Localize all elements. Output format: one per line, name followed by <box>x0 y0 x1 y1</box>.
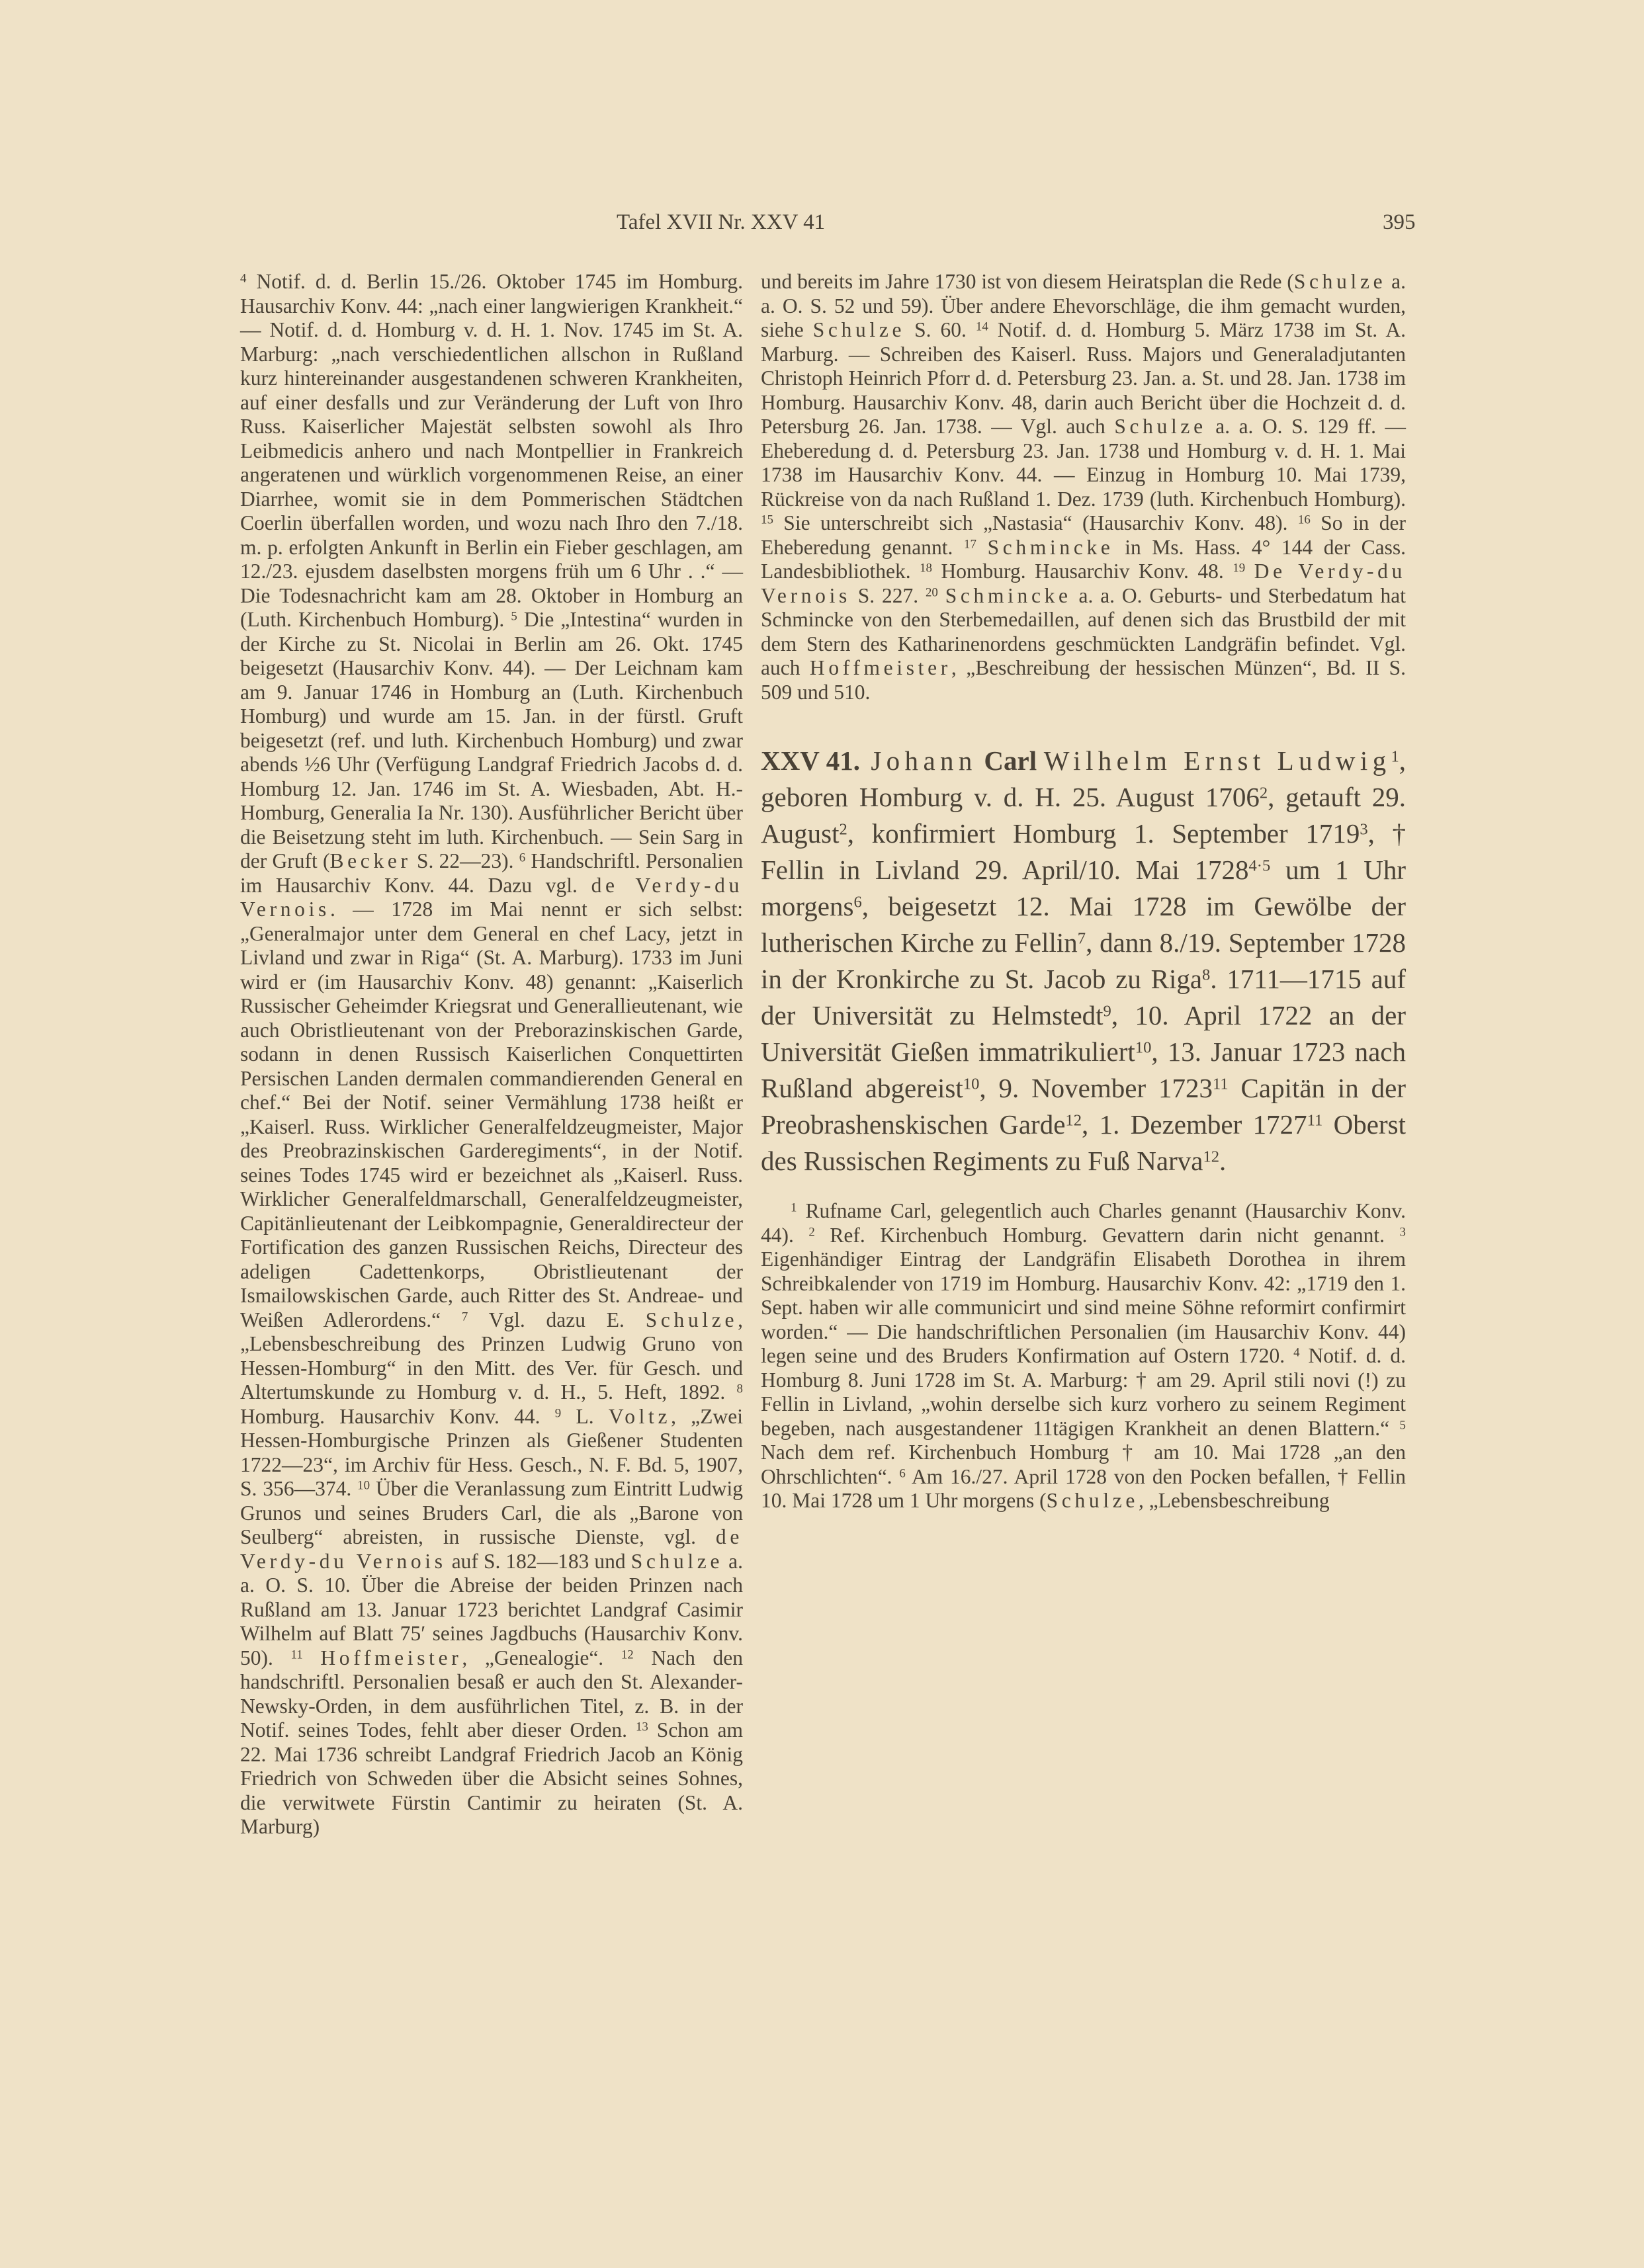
footnote-marker: 11 <box>1212 1075 1229 1093</box>
text-run: , dann 8./19. September 1728 in der Kronkirche zu St. Jacob zu Riga <box>761 927 1406 994</box>
spaced-name: Johann <box>871 745 977 776</box>
footnote-marker: 3 <box>1399 1225 1406 1239</box>
footnote-marker: 12 <box>621 1648 634 1662</box>
running-title: Tafel XVII Nr. XXV 41 <box>617 210 826 234</box>
text-run: , „Lebensbeschreibung <box>1139 1489 1330 1512</box>
footnote-marker: 10 <box>1135 1038 1152 1057</box>
text-run: , 1. Dezember 1727 <box>1082 1109 1307 1140</box>
text-run: a. a. O. S. 129 ff. — Eheberedung d. d. Petersburg 23. Jan. 1738 und Homburg v. d. H. 1. Mai 1738 im Hausarchiv Konv. 44. — Einzug in Homburg 10. Mai 1739, Rückreise von da nach Rußland 1. Dez. 1739 (luth. Kirchenbuch Homburg). <box>761 415 1406 511</box>
footnote-marker: 4 <box>240 271 247 286</box>
text-run: Rufname Carl, gelegentlich auch Charles genannt (Hausarchiv Konv. 44). <box>761 1199 1406 1247</box>
text-run: , 9. November 1723 <box>979 1073 1213 1103</box>
text-run: Notif. d. d. Homburg 5. März 1738 im St. A. Marburg. — Schreiben des Kaiserl. Russ. Majors und Generaladjutanten Christoph Heinrich Pforr d. d. Petersburg 23. Jan. a. St. und 28. Jan. 1738 im Homburg. Hausarchiv Konv. 48, darin auch Bericht über die Hochzeit d. d. Petersburg 26. Jan. 1738. — Vgl. auch <box>761 318 1406 438</box>
footnote-marker: 6 <box>853 893 862 911</box>
text-run: . — 1728 im Mai nennt er sich selbst: „Generalmajor unter dem General en chef Lacy, jetzt in Livland und zwar in Riga“ (St. A. Marburg). 1733 im Juni wird er (im Hausarchiv Konv. 48) genannt: „Kaiserlich Russischer Geheimder Kriegsrat und Generallieutenant, wie auch Obristlieutenant von der Preborazinskischen Garde, sodann in denen Russisch Kaiserlichen Conquettirten Persischen Landen dermalen commandierenden General en chef.“ Bei der Notif. seiner Vermählung 1738 heißt er „Kaiserl. Russ. Wirklicher Generalfeldzeugmeister, Major des Preobrazinskischen Garderegiments“, in der Notif. seines Todes 1745 wird er bezeichnet als „Kaiserl. Russ. Wirklicher Generalfeldmarschall, Generalfeldzeugmeister, Capitänlieutenant der Leibkompagnie, Generaldirecteur der Fortification des ganzen Russischen Reichs, Directeur des adeligen Cadettenkorps, Obristlieutenant der Ismailowskischen Garde, auch Ritter des St. Andreae- und Weißen Adlerordens.“ <box>240 898 743 1331</box>
text-run: So in der Eheberedung genannt. <box>761 511 1406 559</box>
footnote-marker: 14 <box>975 319 988 334</box>
spaced-name: Voltz <box>608 1404 671 1428</box>
text-run: Nach den handschriftl. Personalien besaß er auch den St. Alexander-Newsky-Orden, in dem ausführlichen Titel, z. B. in der Notif. seines Todes, fehlt aber dieser Orden. <box>240 1646 743 1742</box>
text-run: , konfirmiert Homburg 1. September 1719 <box>847 818 1360 849</box>
text-run: . <box>1219 1146 1227 1176</box>
page-number: 395 <box>1383 210 1416 234</box>
text-run: in Ms. Hass. 4° 144 der Cass. Landesbibliothek. <box>761 535 1406 583</box>
footnote-marker: 5 <box>511 609 517 624</box>
footnote-marker: 2 <box>808 1225 815 1239</box>
entry-number: XXV 41. <box>761 745 860 776</box>
bold-name: Carl <box>984 745 1037 776</box>
footnote-marker: 4·5 <box>1248 857 1271 875</box>
text-run <box>977 745 984 776</box>
text-run: , † Fellin in Livland 29. April/10. Mai 1728 <box>761 818 1406 885</box>
text-run: S. 22—23). <box>411 849 519 872</box>
text-run: Die „Intestina“ wurden in der Kirche zu St. Nicolai in Berlin am 26. Okt. 1745 beigesetzt (Hausarchiv Konv. 44). — Der Leichnam kam am 9. Januar 1746 in Homburg an (Luth. Kirchenbuch Homburg) und wurde am 15. Jan. in der fürstl. Gruft beigesetzt (ref. und luth. Kirchenbuch Homburg) und zwar abends ½6 Uhr (Verfügung Landgraf Friedrich Jacobs d. d. Homburg 12. Jan. 1746 im St. A. Wiesbaden, Abt. H.-Homburg, Generalia Ia Nr. 130). Ausführlicher Bericht über die Beisetzung steht im luth. Kirchenbuch. — Sein Sarg in der Gruft ( <box>240 608 743 872</box>
spaced-name: De Verdy-du Vernois <box>761 560 1406 607</box>
entry-footnotes <box>761 1199 1406 1513</box>
footnote-marker: 9 <box>554 1406 562 1421</box>
footnote-marker: 16 <box>1297 513 1311 527</box>
spaced-name: Schmincke <box>945 583 1072 607</box>
footnote-marker: 6 <box>519 851 526 865</box>
text-run: Notif. d. d. Homburg 8. Juni 1728 im St. A. Marburg: † am 29. April stili novi (!) zu Fellin in Livland, „wohin derselbe sich kurz vorhero zu seinem Regiment begeben, nach ausgestandener 11tägigen Krankheit an denen Blattern.“ <box>761 1344 1406 1440</box>
spaced-name: Wilhelm Ernst Ludwig <box>1043 745 1391 776</box>
text-run <box>1245 560 1254 583</box>
spaced-name: Schmincke <box>987 535 1114 559</box>
left-column <box>240 270 743 1839</box>
footnote-marker: 7 <box>461 1310 468 1324</box>
text-run: , 10. April 1722 an der Universität Gießen immatrikuliert <box>761 1000 1406 1067</box>
spaced-name: Hoffmeister <box>320 1646 462 1669</box>
spaced-name: Schulze <box>630 1549 724 1573</box>
spaced-name: Hoffmeister <box>809 656 951 679</box>
footnote-marker: 1 <box>791 1200 797 1215</box>
footnote-marker: 4 <box>1293 1345 1300 1360</box>
footnotes-continued-right <box>761 270 1406 704</box>
spaced-name: Schulze <box>1114 415 1207 438</box>
text-run <box>976 536 988 559</box>
footnote-marker: 3 <box>1360 820 1368 839</box>
footnote-marker: 10 <box>357 1478 370 1493</box>
text-run: Vgl. dazu E. <box>468 1308 646 1331</box>
text-run: L. <box>561 1404 609 1428</box>
genealogy-entry <box>761 743 1406 1179</box>
text-run: Handschriftl. Personalien im Hausarchiv Konv. 44. Dazu vgl. <box>240 849 743 897</box>
text-run: a. a. O. Geburts- und Sterbedatum hat Schmincke von den Sterbemedaillen, auf denen sich das Brustbild der mit dem Stern des Katharinenordens geschmückten Landgräfin befindet. Vgl. auch <box>761 583 1406 679</box>
spaced-name: Becker <box>329 849 411 872</box>
text-run: um 1 Uhr morgens <box>761 855 1406 921</box>
right-column <box>761 270 1406 1513</box>
footnote-marker: 2 <box>1259 784 1268 802</box>
text-run: , „Zwei Hessen-Homburgische Prinzen als Gießener Studenten 1722—23“, im Archiv für Hess. Gesch., N. F. Bd. 5, 1907, S. 356—374. <box>240 1404 743 1500</box>
footnote-marker: 1 <box>1391 747 1399 766</box>
text-run: , getauft 29. August <box>761 782 1406 849</box>
text-run: Am 16./27. April 1728 von den Pocken befallen, † Fellin 10. Mai 1728 um 1 Uhr morgens ( <box>761 1464 1406 1512</box>
footnote-marker: 10 <box>963 1075 980 1093</box>
text-run: , „Lebensbeschreibung des Prinzen Ludwig Gruno von Hessen-Homburg“ in den Mitt. des Ver. für Gesch. und Altertumskunde zu Homburg v. d. H., 5. Heft, 1892. <box>240 1308 743 1404</box>
text-run: , 13. Januar 1723 nach Rußland abgereist <box>761 1036 1406 1103</box>
footnote-marker: 19 <box>1233 561 1246 575</box>
footnote-marker: 5 <box>1399 1418 1406 1433</box>
text-run: Sie unterschreibt sich „Nastasia“ (Hausarchiv Konv. 48). <box>773 511 1298 534</box>
text-run <box>938 584 945 607</box>
footnote-marker: 6 <box>899 1466 906 1481</box>
text-run: , beigesetzt 12. Mai 1728 im Gewölbe der lutherischen Kirche zu Fellin <box>761 891 1406 958</box>
footnote-marker: 8 <box>1202 966 1211 984</box>
text-run: Nach dem ref. Kirchenbuch Homburg † am 10. Mai 1728 „an den Ohrschlichten“. <box>761 1441 1406 1488</box>
spaced-name: de Verdy-du Vernois <box>240 1525 743 1573</box>
footnote-marker: 18 <box>920 561 932 575</box>
footnote-marker: 17 <box>964 537 976 552</box>
footnote-marker: 11 <box>1307 1111 1323 1130</box>
text-run: Capitän in der Preobrashenskischen Garde <box>761 1073 1406 1140</box>
text-run: Schon am 22. Mai 1736 schreibt Landgraf Friedrich Jacob an König Friedrich von Schweden über die Absicht seines Sohnes, die verwitwete Fürstin Cantimir zu heiraten (St. A. Marburg) <box>240 1718 743 1838</box>
footnote-marker: 20 <box>925 585 938 600</box>
text-run: a. a. O. S. 52 und 59). Über andere Ehevorschläge, die ihm gemacht wurden, siehe <box>761 270 1406 341</box>
text-run: Oberst des Russischen Regiments zu Fuß Narva <box>761 1109 1406 1176</box>
footnote-marker: 11 <box>290 1648 303 1662</box>
text-run: Ref. Kirchenbuch Homburg. Gevattern darin nicht genannt. <box>814 1223 1400 1247</box>
footnote-marker: 8 <box>736 1382 743 1396</box>
text-run: , „Genealogie“. <box>462 1646 621 1669</box>
spaced-name: Schulze <box>1293 270 1387 293</box>
spaced-name: Schulze <box>645 1308 738 1331</box>
footnote-marker: 13 <box>635 1720 648 1734</box>
text-run: S. 227. <box>850 583 926 607</box>
text-run: a. a. O. S. 10. Über die Abreise der beiden Prinzen nach Rußland am 13. Januar 1723 berichtet Landgraf Casimir Wilhelm auf Blatt 75′ seines Jagdbuchs (Hausarchiv Konv. 50). <box>240 1549 744 1669</box>
text-run: Eigenhändiger Eintrag der Landgräfin Elisabeth Dorothea in ihrem Schreibkalender von 1719 im Homburg. Hausarchiv Konv. 42: „1719 den 1. Sept. haben wir alle communicirt und sind meine Söhne reformirt confirmirt worden.“ — Die handschriftlichen Personalien (im Hausarchiv Konv. 44) legen seine und des Bruders Konfirmation auf Ostern 1720. <box>761 1247 1406 1367</box>
text-run <box>303 1646 321 1669</box>
text-run: Homburg. Hausarchiv Konv. 48. <box>932 560 1233 583</box>
footnote-marker: 12 <box>1065 1111 1082 1130</box>
page-header <box>0 210 1644 237</box>
text-run: . 1711—1715 auf der Universität zu Helmstedt <box>761 964 1406 1030</box>
footnote-marker: 12 <box>1203 1148 1220 1166</box>
footnote-marker: 9 <box>1103 1002 1111 1021</box>
spaced-name: Schulze <box>812 318 906 341</box>
footnote-marker: 15 <box>761 513 773 527</box>
text-run: Homburg. Hausarchiv Konv. 44. <box>240 1404 555 1428</box>
text-run: , geboren Homburg v. d. H. 25. August 1706 <box>761 745 1406 812</box>
text-run <box>1037 745 1044 776</box>
text-run: S. 60. <box>905 318 976 341</box>
footnote-marker: 2 <box>839 820 847 839</box>
text-run: auf S. 182—183 und <box>446 1549 631 1573</box>
spaced-name: de Verdy-du Vernois <box>240 873 743 921</box>
text-run: und bereits im Jahre 1730 ist von diesem Heiratsplan die Rede ( <box>761 270 1294 293</box>
spaced-name: Schulze <box>1046 1489 1139 1512</box>
footnote-marker: 7 <box>1077 929 1086 948</box>
text-run: , „Beschreibung der hessischen Münzen“, Bd. II S. 509 und 510. <box>761 656 1406 704</box>
text-run: Notif. d. d. Berlin 15./26. Oktober 1745 im Homburg. Hausarchiv Konv. 44: „nach einer langwierigen Krankheit.“ — Notif. d. d. Homburg v. d. H. 1. Nov. 1745 im St. A. Marburg: „nach verschiedentlichen allschon in Rußland kurz hintereinander ausgestandenen schweren Krankheiten, auf einer desfalls und zur Veränderung der Luft von Ihro Russ. Kaiserlicher Majestät selbsten sowohl als Ihro Leibmedicis anhero und nach Montpellier in Frankreich angeratenen und würklich vorgenommenen Reise, an einer Diarrhee, womit sie in dem Pommerischen Städtchen Coerlin überfallen worden, und wozu nach Ihro den 7./18. m. p. erfolgten Ankunft in Berlin ein Fieber geschlagen, am 12./23. ejusdem daselbsten morgens früh um 6 Uhr . .“ — Die Todesnachricht kam am 28. Oktober in Homburg an (Luth. Kirchenbuch Homburg). <box>240 270 743 631</box>
text-run: Über die Veranlassung zum Eintritt Ludwig Grunos und seines Bruders Carl, die als „Barone von Seulberg“ abreisten, in russische Dienste, vgl. <box>240 1477 743 1548</box>
entry-text <box>761 745 1406 1176</box>
footnotes-continued-left <box>240 270 743 1839</box>
